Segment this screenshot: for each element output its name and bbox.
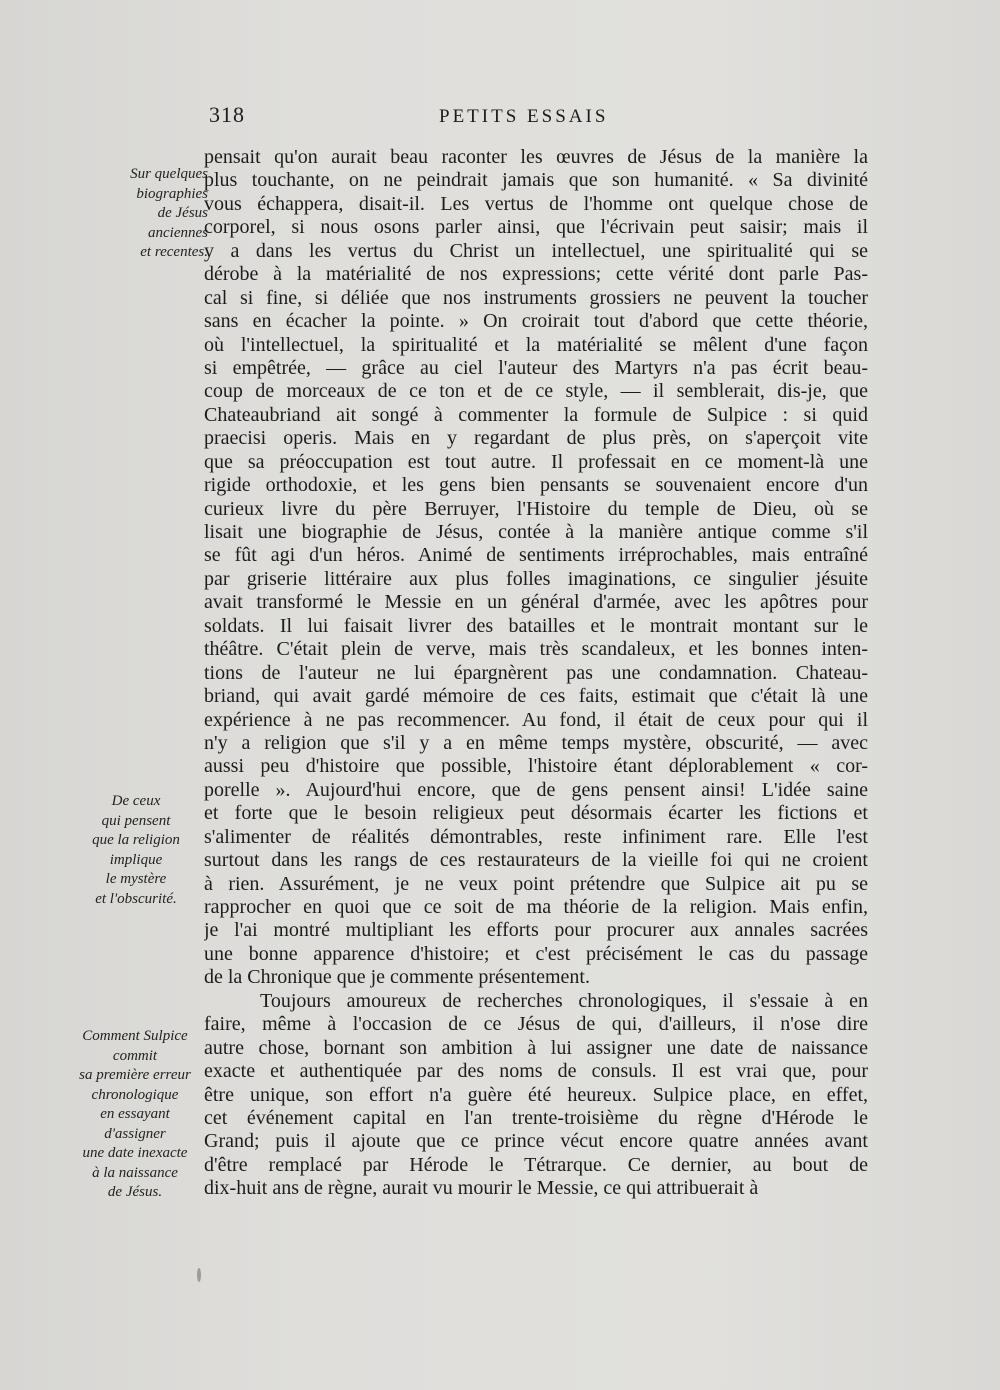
margin-note-line: chronologique	[91, 1086, 179, 1103]
text-line: tions de l'auteur ne lui épargnèrent pas une condamnation. Chateau-	[204, 661, 868, 684]
margin-note-line: que la religion	[92, 832, 180, 848]
margin-note-line: de Jésus	[157, 205, 208, 221]
margin-note-line: sa première erreur	[79, 1067, 191, 1083]
text-line: cal si fine, si déliée que nos instruments grossiers ne peuvent la toucher	[204, 286, 868, 309]
text-line: porelle ». Aujourd'hui encore, que de gens pensent ainsi! L'idée saine	[204, 778, 868, 801]
text-line: et forte que le besoin religieux peut désormais écarter les fictions et	[204, 802, 868, 825]
text-line: une bonne apparence d'histoire; et c'est précisément le cas du passage	[204, 942, 868, 965]
margin-note-biographies	[76, 165, 208, 263]
margin-note-line: de Jésus.	[107, 1184, 163, 1200]
page-number: 318	[209, 102, 245, 127]
text-line: où l'intellectuel, la spiritualité et la matérialité se mêlent d'une façon	[204, 333, 868, 356]
text-line: plus touchante, on ne peindrait jamais que son humanité. « Sa divinité	[204, 169, 868, 192]
text-line: d'être remplacé par Hérode le Tétrarque. Ce dernier, au bout de	[204, 1153, 868, 1176]
margin-note-mystery	[74, 792, 198, 909]
text-line: se fût agi d'un héros. Animé de sentiments irréprochables, mais entraîné	[204, 544, 868, 567]
margin-note-line: à la naissance	[92, 1164, 178, 1181]
running-title: PETITS ESSAIS	[439, 106, 609, 127]
page-header	[207, 102, 867, 136]
text-line: Chateaubriand ait songé à commenter la formule de Sulpice : si quid	[204, 403, 868, 426]
ink-speck	[197, 1268, 201, 1282]
text-line: y a dans les vertus du Christ un intellectuel, une spiritualité qui se	[204, 239, 868, 262]
text-line: cet événement capital en l'an trente-troisième du règne d'Hérode le	[204, 1106, 868, 1129]
text-line: soldats. Il lui faisait livrer des batailles et le montrait montant sur le	[204, 614, 868, 637]
text-line: n'y a religion que s'il y a en même temps mystère, obscurité, — avec	[204, 731, 868, 754]
margin-note-line: d'assigner	[104, 1125, 166, 1142]
text-line: si empêtrée, — grâce au ciel l'auteur des Martyrs n'a pas écrit beau-	[204, 356, 868, 379]
margin-note-line: et l'obscurité.	[95, 890, 177, 907]
text-line: exacte et authentiquée par des noms de consuls. Il est vrai que, pour	[204, 1060, 868, 1083]
text-line: vous échappera, disait-il. Les vertus de l'homme ont quelque chose de	[204, 192, 868, 215]
text-line: Toujours amoureux de recherches chronologiques, il s'essaie à en	[260, 989, 868, 1012]
margin-note-line: Sur quelques	[130, 166, 208, 182]
text-line: à rien. Assurément, je ne veux point prétendre que Sulpice ait pu se	[204, 872, 868, 895]
margin-note-line: anciennes	[148, 224, 208, 241]
text-line: curieux livre du père Berruyer, l'Histoire du temple de Dieu, où se	[204, 497, 868, 520]
margin-note-line: biographies	[136, 185, 208, 202]
margin-note-line: De ceux	[111, 793, 161, 809]
margin-note-line: Comment Sulpice	[82, 1028, 188, 1044]
margin-note-line: commit	[112, 1047, 158, 1064]
margin-note-line: qui pensent	[101, 812, 171, 829]
text-line: dix-huit ans de règne, aurait vu mourir le Messie, ce qui attribuerait à	[204, 1177, 759, 1200]
text-line: rapprocher en quoi que ce soit de ma théorie de la religion. Mais enfin,	[204, 896, 868, 918]
text-line: briand, qui avait gardé mémoire de ces faits, estimait que c'était là une	[204, 685, 868, 708]
margin-note-line: une date inexacte	[82, 1145, 188, 1161]
text-line: autre chose, bornant son ambition à lui assigner une date de naissance	[204, 1036, 868, 1059]
text-line: sans en écacher la pointe. » On croirait tout d'abord que cette théorie,	[204, 310, 868, 333]
text-line: rigide orthodoxie, et les gens bien pensants se souvenaient encore d'un	[204, 474, 868, 497]
margin-note-chronology	[70, 1027, 200, 1203]
text-line: faire, même à l'occasion de ce Jésus de qui, d'ailleurs, il n'ose dire	[204, 1013, 868, 1036]
text-line: par griserie littéraire aux plus folles imaginations, ce singulier jésuite	[204, 567, 868, 590]
text-line: Grand; puis il ajoute que ce prince vécut encore quatre années avant	[204, 1130, 868, 1153]
text-line: être unique, son effort n'a guère été heureux. Sulpice place, en effet,	[204, 1083, 868, 1106]
text-line: pensait qu'on aurait beau raconter les œuvres de Jésus de la manière la	[204, 146, 868, 168]
text-line: surtout dans les rangs de ces restaurateurs de la vieille foi qui ne croient	[204, 849, 868, 872]
text-line: que sa préoccupation est tout autre. Il professait en ce moment-là une	[204, 450, 868, 473]
body-text	[204, 146, 868, 1201]
text-line: je l'ai montré multipliant les efforts pour procurer aux annales sacrées	[204, 919, 868, 942]
text-line: dérobe à la matérialité de nos expressions; cette vérité dont parle Pas-	[204, 263, 868, 286]
text-line: praecisi operis. Mais en y regardant de plus près, on s'aperçoit vite	[204, 427, 868, 450]
text-line: lisait une biographie de Jésus, contée à la manière antique comme s'il	[204, 521, 868, 543]
text-line: théâtre. C'était plein de verve, mais très scandaleux, et les bonnes inten-	[204, 638, 868, 661]
text-line: coup de morceaux de ce ton et de ce style, — il semblerait, dis-je, que	[204, 380, 868, 403]
text-line: expérience à ne pas recommencer. Au fond, il était de ceux pour qui il	[204, 708, 868, 731]
margin-note-line: implique	[109, 851, 163, 868]
text-line: s'alimenter de réalités démontrables, reste infiniment rare. Elle l'est	[204, 825, 868, 848]
text-line: de la Chronique que je commente présentement.	[204, 966, 590, 989]
margin-note-line: et recentes.	[140, 244, 208, 260]
text-line: avait transformé le Messie en un général d'armée, avec les apôtres pour	[204, 591, 868, 614]
text-line: corporel, si nous osons parler ainsi, que l'écrivain peut saisir; mais il	[204, 216, 868, 239]
margin-note-line: en essayant	[100, 1106, 170, 1122]
text-line: aussi peu d'histoire que possible, l'histoire étant déplorablement « cor-	[204, 755, 868, 778]
margin-note-line: le mystère	[105, 871, 167, 887]
